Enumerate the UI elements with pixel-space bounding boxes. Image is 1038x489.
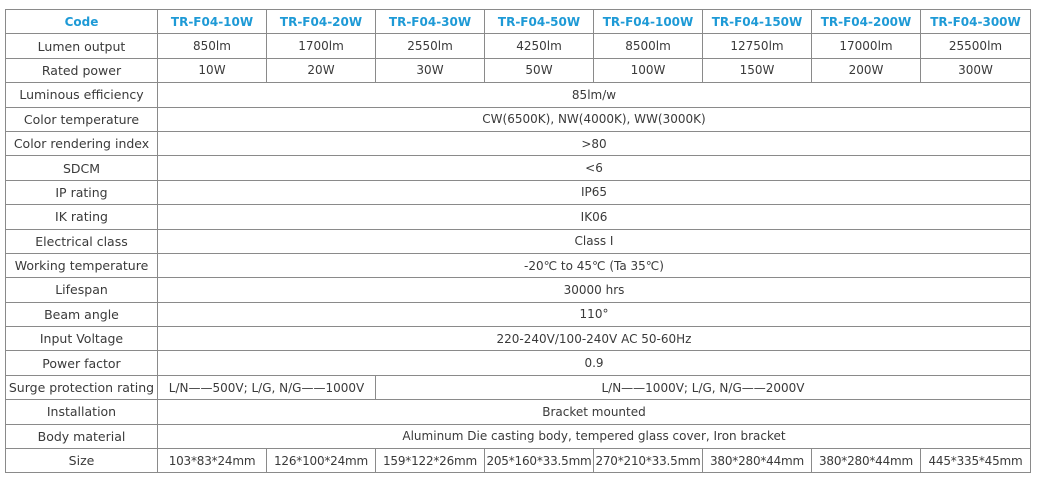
- electrical-class-value: Class I: [158, 229, 1031, 253]
- installation-row: [6, 400, 1031, 424]
- body-material-row: [6, 424, 1031, 448]
- row-label: Lumen output: [6, 34, 158, 58]
- size-value: 270*210*33.5mm: [594, 449, 703, 473]
- size-value: 103*83*24mm: [158, 449, 267, 473]
- surge-protection-small-value: L/N——500V; L/G, N/G——1000V: [158, 375, 376, 399]
- working-temperature-row: [6, 253, 1031, 277]
- size-value: 380*280*44mm: [703, 449, 812, 473]
- power-value: 50W: [485, 58, 594, 82]
- body-material-value: Aluminum Die casting body, tempered glass cover, Iron bracket: [158, 424, 1031, 448]
- size-value: 159*122*26mm: [376, 449, 485, 473]
- sdcm-row: [6, 156, 1031, 180]
- lumen-value: 4250lm: [485, 34, 594, 58]
- power-value: 10W: [158, 58, 267, 82]
- row-label: Color temperature: [6, 107, 158, 131]
- surge-protection-row: [6, 375, 1031, 399]
- size-value: 205*160*33.5mm: [485, 449, 594, 473]
- lifespan-row: [6, 278, 1031, 302]
- model-header: TR-F04-200W: [812, 10, 921, 34]
- lumen-value: 1700lm: [267, 34, 376, 58]
- rated-power-row: [6, 58, 1031, 82]
- color-temperature-value: CW(6500K), NW(4000K), WW(3000K): [158, 107, 1031, 131]
- size-value: 445*335*45mm: [921, 449, 1031, 473]
- row-label: Electrical class: [6, 229, 158, 253]
- input-voltage-value: 220-240V/100-240V AC 50-60Hz: [158, 327, 1031, 351]
- lumen-value: 12750lm: [703, 34, 812, 58]
- power-factor-value: 0.9: [158, 351, 1031, 375]
- row-label: Rated power: [6, 58, 158, 82]
- power-value: 100W: [594, 58, 703, 82]
- lumen-value: 850lm: [158, 34, 267, 58]
- color-rendering-index-value: >80: [158, 131, 1031, 155]
- working-temperature-value: -20℃ to 45℃ (Ta 35℃): [158, 253, 1031, 277]
- model-header: TR-F04-150W: [703, 10, 812, 34]
- power-value: 30W: [376, 58, 485, 82]
- row-label: Lifespan: [6, 278, 158, 302]
- color-temperature-row: [6, 107, 1031, 131]
- model-header: TR-F04-10W: [158, 10, 267, 34]
- row-label: Body material: [6, 424, 158, 448]
- luminous-efficiency-value: 85lm/w: [158, 83, 1031, 107]
- power-value: 20W: [267, 58, 376, 82]
- row-label: Size: [6, 449, 158, 473]
- ip-rating-value: IP65: [158, 180, 1031, 204]
- lumen-value: 17000lm: [812, 34, 921, 58]
- model-header: TR-F04-100W: [594, 10, 703, 34]
- beam-angle-row: [6, 302, 1031, 326]
- row-label: Power factor: [6, 351, 158, 375]
- installation-value: Bracket mounted: [158, 400, 1031, 424]
- row-label: Installation: [6, 400, 158, 424]
- row-label: Working temperature: [6, 253, 158, 277]
- row-label: IK rating: [6, 205, 158, 229]
- power-value: 200W: [812, 58, 921, 82]
- input-voltage-row: [6, 327, 1031, 351]
- row-label: Luminous efficiency: [6, 83, 158, 107]
- beam-angle-value: 110°: [158, 302, 1031, 326]
- model-header: TR-F04-50W: [485, 10, 594, 34]
- size-row: [6, 449, 1031, 473]
- row-label: Color rendering index: [6, 131, 158, 155]
- lumen-value: 2550lm: [376, 34, 485, 58]
- surge-protection-large-value: L/N——1000V; L/G, N/G——2000V: [376, 375, 1031, 399]
- row-label: SDCM: [6, 156, 158, 180]
- lumen-value: 8500lm: [594, 34, 703, 58]
- row-label: IP rating: [6, 180, 158, 204]
- lumen-value: 25500lm: [921, 34, 1031, 58]
- luminous-efficiency-row: [6, 83, 1031, 107]
- model-header: TR-F04-20W: [267, 10, 376, 34]
- ik-rating-row: [6, 205, 1031, 229]
- code-header: Code: [6, 10, 158, 34]
- row-label: Input Voltage: [6, 327, 158, 351]
- power-factor-row: [6, 351, 1031, 375]
- power-value: 300W: [921, 58, 1031, 82]
- ip-rating-row: [6, 180, 1031, 204]
- spec-table-container: [5, 9, 1031, 473]
- model-header: TR-F04-300W: [921, 10, 1031, 34]
- header-row: [6, 10, 1031, 34]
- color-rendering-index-row: [6, 131, 1031, 155]
- ik-rating-value: IK06: [158, 205, 1031, 229]
- size-value: 380*280*44mm: [812, 449, 921, 473]
- row-label: Beam angle: [6, 302, 158, 326]
- size-value: 126*100*24mm: [267, 449, 376, 473]
- model-header: TR-F04-30W: [376, 10, 485, 34]
- lumen-output-row: [6, 34, 1031, 58]
- power-value: 150W: [703, 58, 812, 82]
- lifespan-value: 30000 hrs: [158, 278, 1031, 302]
- electrical-class-row: [6, 229, 1031, 253]
- row-label: Surge protection rating: [6, 375, 158, 399]
- spec-table: [5, 9, 1031, 473]
- sdcm-value: <6: [158, 156, 1031, 180]
